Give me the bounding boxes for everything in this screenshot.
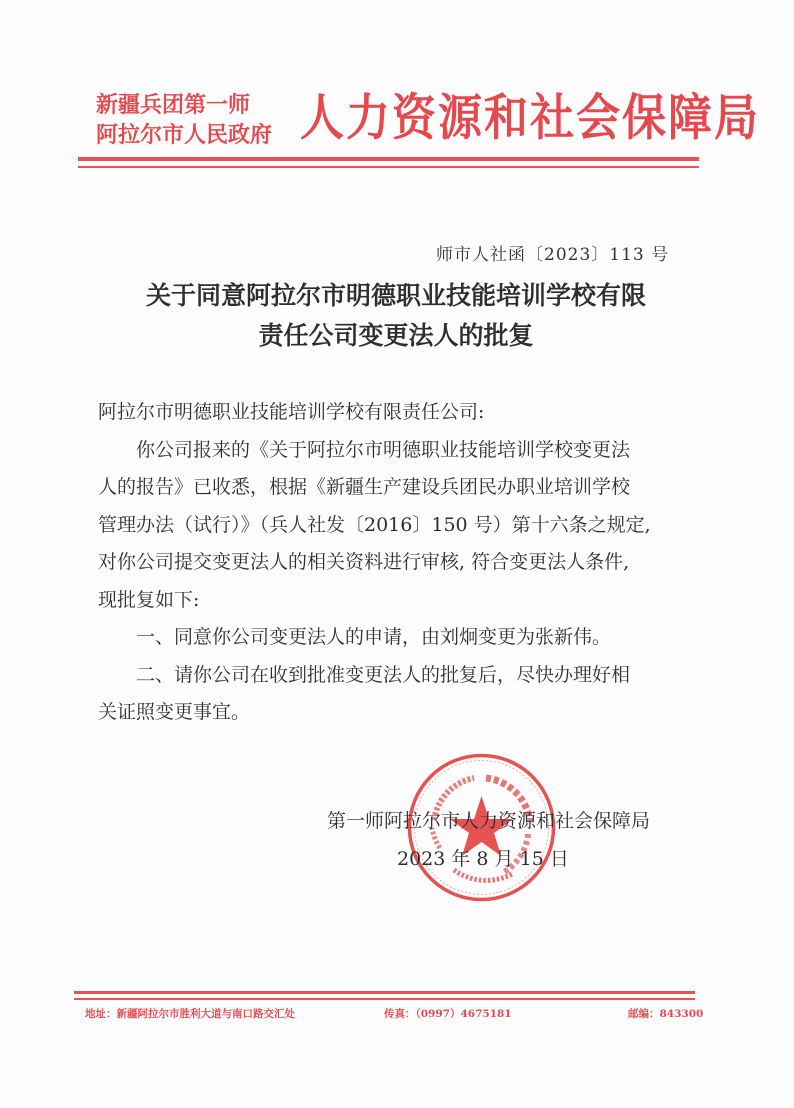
- document-title-line-1: 关于同意阿拉尔市明德职业技能培训学校有限: [145, 281, 646, 310]
- footer-rule-thick: [74, 991, 695, 994]
- footer-postcode: 邮编：843300: [628, 1008, 704, 1020]
- issuer-name: 第一师阿拉尔市人力资源和社会保障局: [327, 810, 651, 832]
- paragraph-line: 对你公司提交变更法人的相关资料进行审核, 符合变更法人条件,: [98, 551, 630, 573]
- paragraph-line: 你公司报来的《关于阿拉尔市明德职业技能培训学校变更法: [136, 438, 631, 461]
- paragraph-line: 管理办法（试行）》（兵人社发〔2016〕150 号）第十六条之规定,: [98, 513, 651, 536]
- footer-address: 地址：新疆阿拉尔市胜利大道与南口路交汇处: [85, 1008, 295, 1020]
- document-title: [96, 276, 696, 356]
- header-rule-thick: [78, 157, 699, 161]
- letterhead-org-line-1: 新疆兵团第一师: [96, 92, 251, 118]
- document-title-line-2: 责任公司变更法人的批复: [258, 321, 534, 350]
- approval-item-2-line-1: 二、请你公司在收到批准变更法人的批复后，尽快办理好相: [136, 663, 631, 686]
- issue-date: 2023 年 8 月 15 日: [397, 848, 569, 870]
- letterhead: [96, 86, 760, 152]
- document-number: 师市人社函〔2023〕113 号: [436, 245, 670, 265]
- letterhead-org-block: [96, 90, 296, 150]
- approval-item-1: 一、同意你公司变更法人的申请，由刘炯变更为张新伟。: [136, 626, 612, 648]
- header-rule-thin: [78, 166, 699, 168]
- document-body: [98, 394, 698, 732]
- paragraph-line: 人的报告》已收悉，根据《新疆生产建设兵团民办职业培训学校: [98, 476, 631, 498]
- paragraph-line: 现批复如下:: [98, 588, 200, 611]
- letterhead-bureau-name: 人力资源和社会保障局: [300, 89, 760, 147]
- approval-item-2-line-2: 关证照变更事宜。: [98, 701, 251, 723]
- footer-fax: 传真：（0997）4675181: [384, 1008, 512, 1020]
- footer-rule-thin: [74, 998, 695, 1000]
- salutation: 阿拉尔市明德职业技能培训学校有限责任公司:: [98, 401, 485, 423]
- signature-block: [327, 802, 650, 878]
- letterhead-org-line-2: 阿拉尔市人民政府: [96, 122, 273, 148]
